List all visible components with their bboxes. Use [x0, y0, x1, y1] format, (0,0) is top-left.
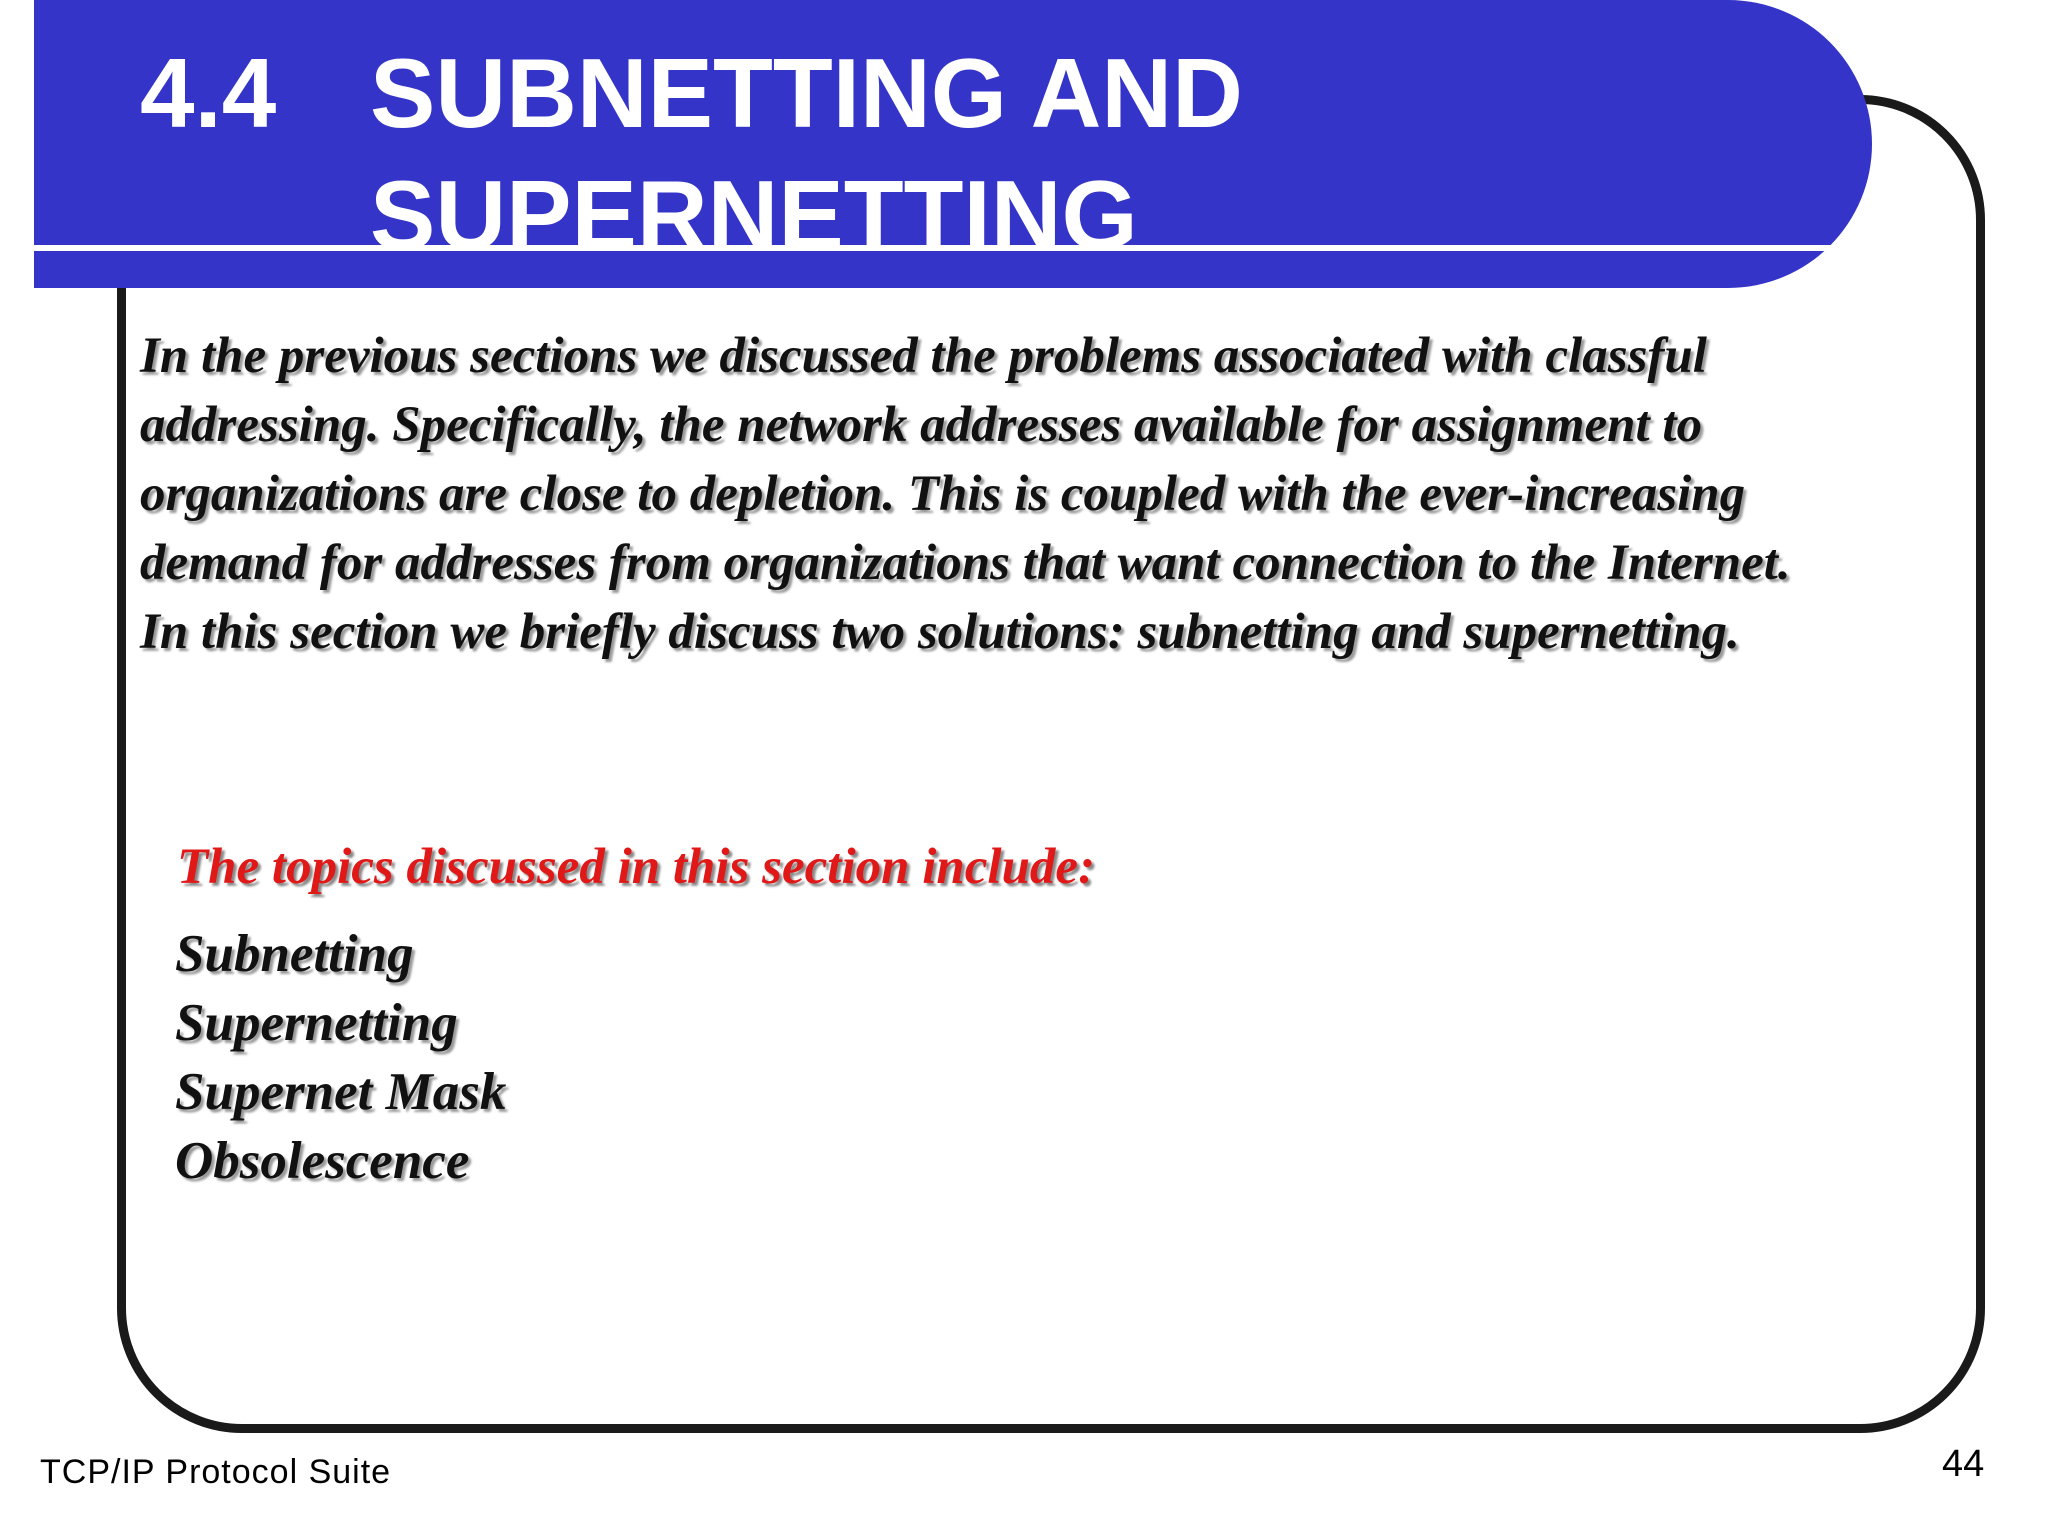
page-title: SUBNETTING AND SUPERNETTING: [370, 38, 1243, 270]
list-item: Subnetting: [175, 925, 414, 983]
topics-heading: The topics discussed in this section include:: [177, 839, 1096, 895]
list-item: Obsolescence: [175, 1132, 470, 1190]
list-item: Supernetting: [175, 994, 458, 1052]
intro-paragraph: In the previous sections we discussed the problems associated with classful addressing. Specifically, the network addresses available for assignment to organizations are close to depletion. This is coupled with the ever-increasing demand for addresses from organizations that want connection to the Internet. In this section we briefly discuss two solutions: subnetting and supernetting.: [140, 328, 1791, 660]
list-item: Supernet Mask: [175, 1063, 507, 1121]
page-number: 44: [1942, 1443, 1985, 1485]
content-frame: [117, 95, 1985, 1433]
footer-label: TCP/IP Protocol Suite: [40, 1453, 392, 1491]
topics-list: [175, 920, 506, 1196]
section-number: 4.4: [140, 38, 277, 148]
